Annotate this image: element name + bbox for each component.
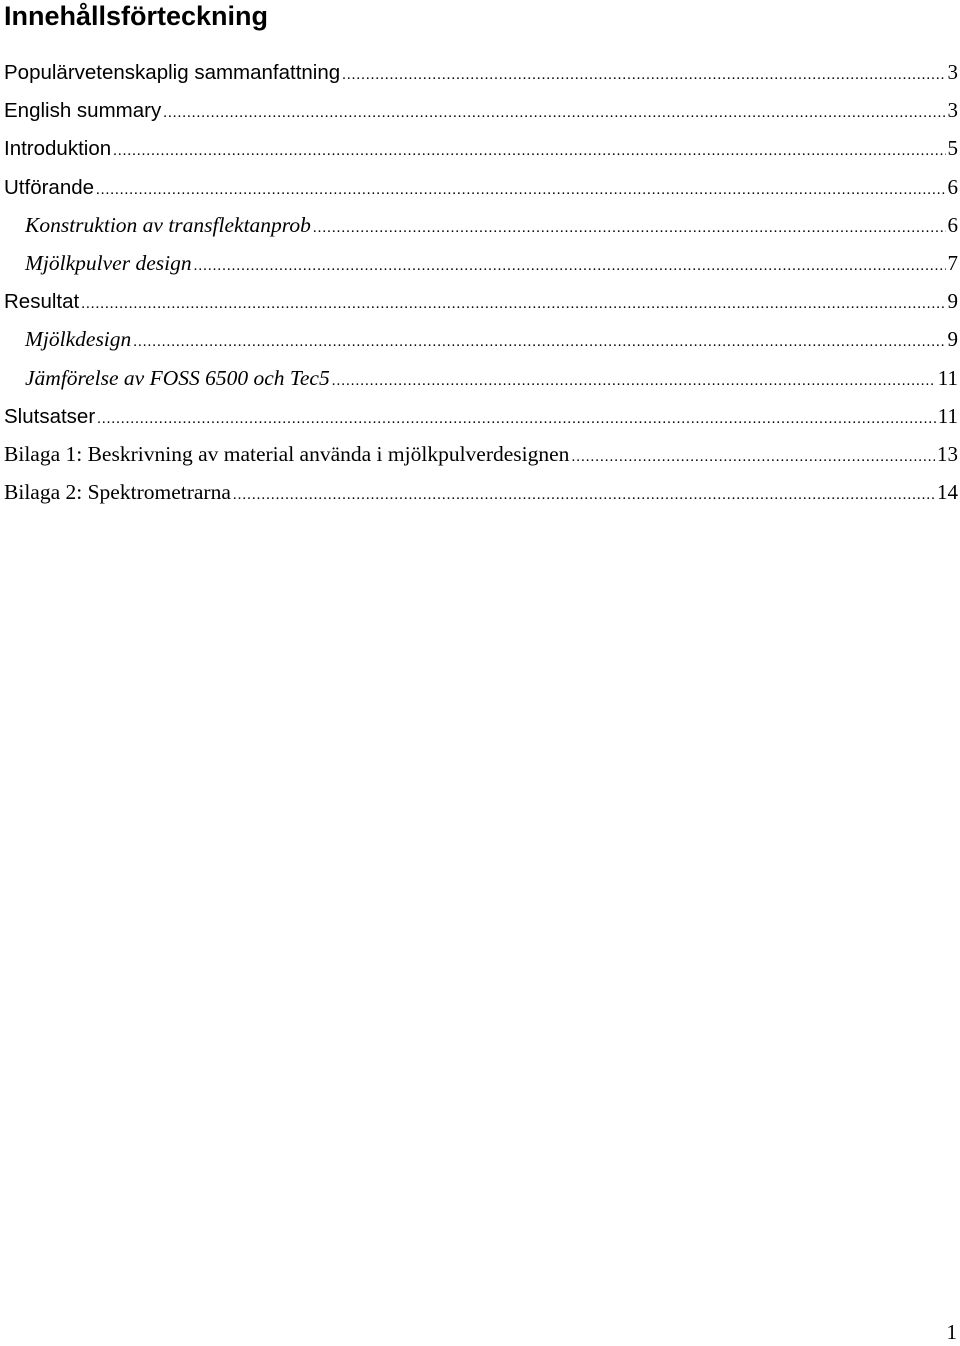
- toc-entry-page: 11: [937, 365, 958, 390]
- toc-subentry[interactable]: [0, 324, 960, 362]
- toc-subentry[interactable]: [0, 210, 960, 248]
- toc-entry[interactable]: [0, 133, 960, 171]
- toc-entry-label: Mjölkdesign: [25, 327, 132, 352]
- toc-entry-label: Populärvetenskaplig sammanfattning: [4, 61, 341, 84]
- toc-entry[interactable]: [0, 95, 960, 133]
- toc-entry-label: Jämförelse av FOSS 6500 och Tec5: [25, 365, 330, 390]
- page-number: 1: [946, 1320, 957, 1344]
- toc-entry-label: Utförande: [4, 175, 95, 199]
- table-of-contents: [0, 57, 960, 515]
- dot-leader: [571, 442, 935, 472]
- toc-entry-page: 6: [947, 174, 958, 199]
- toc-entry-page: 6: [947, 212, 958, 237]
- dot-leader: [96, 175, 945, 205]
- toc-entry[interactable]: [0, 172, 960, 210]
- dot-leader: [113, 136, 945, 166]
- toc-entry[interactable]: [0, 401, 960, 439]
- toc-entry-label: Introduktion: [4, 137, 112, 161]
- toc-subentry[interactable]: [0, 248, 960, 286]
- dot-leader: [133, 327, 945, 357]
- toc-entry-label: Bilaga 1: Beskrivning av material använda i mjölkpulverdesignen: [4, 441, 570, 466]
- toc-subentry[interactable]: [0, 363, 960, 401]
- toc-entry-page: 9: [947, 289, 958, 314]
- toc-entry-label: English summary: [4, 99, 162, 123]
- page-title: Innehållsförteckning: [4, 1, 269, 31]
- toc-entry[interactable]: [0, 439, 960, 477]
- toc-entry[interactable]: [0, 286, 960, 324]
- toc-entry-label: Slutsatser: [4, 404, 96, 428]
- toc-entry-label: Resultat: [4, 290, 80, 314]
- dot-leader: [342, 60, 945, 90]
- toc-entry-page: 11: [937, 403, 958, 428]
- dot-leader: [332, 366, 936, 396]
- toc-entry-label: Mjölkpulver design: [25, 250, 192, 275]
- toc-entry[interactable]: [0, 477, 960, 515]
- dot-leader: [163, 98, 945, 128]
- dot-leader: [97, 404, 936, 434]
- dot-leader: [81, 289, 945, 319]
- toc-entry-page: 7: [947, 250, 958, 275]
- dot-leader: [313, 213, 946, 243]
- toc-entry-page: 3: [947, 60, 958, 84]
- toc-entry-label: Bilaga 2: Spektrometrarna: [4, 480, 231, 505]
- dot-leader: [194, 251, 946, 281]
- toc-entry-page: 3: [947, 98, 958, 123]
- toc-entry-page: 9: [947, 327, 958, 352]
- toc-entry[interactable]: [0, 57, 960, 95]
- toc-entry-page: 5: [947, 136, 958, 161]
- toc-entry-page: 14: [937, 480, 958, 505]
- dot-leader: [233, 480, 935, 510]
- toc-entry-page: 13: [937, 441, 958, 466]
- toc-entry-label: Konstruktion av transflektanprob: [25, 212, 311, 237]
